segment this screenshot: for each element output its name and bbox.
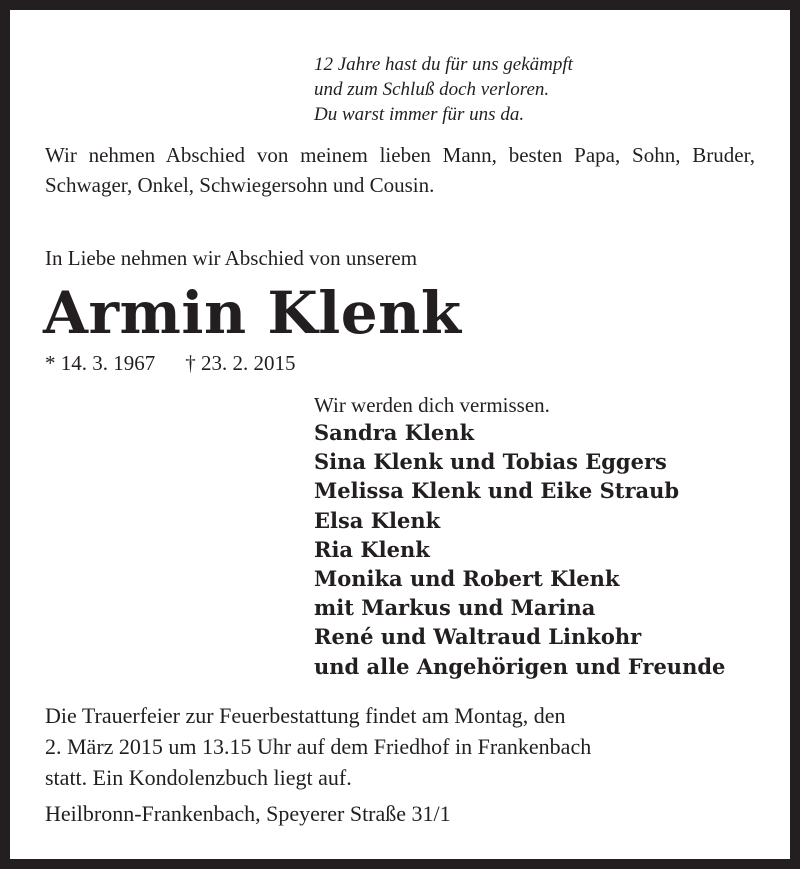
miss-line: Wir werden dich vermissen. — [314, 393, 550, 417]
intro-text: Wir nehmen Abschied von meinem lieben Mann, besten Papa, Sohn, Bruder, Schwager, Onkel, Schwiegersohn und Cousin. — [45, 143, 755, 197]
ceremony-line: 2. März 2015 um 13.15 Uhr auf dem Friedhof in Frankenbach — [45, 734, 592, 759]
deceased-name: Armin Klenk — [43, 279, 462, 347]
mourner: Elsa Klenk — [314, 507, 441, 533]
address: Heilbronn-Frankenbach, Speyerer Straße 31/1 — [45, 801, 451, 826]
mourner: René und Waltraud Linkohr — [314, 624, 642, 650]
poem — [314, 52, 573, 127]
poem-line: Du warst immer für uns da. — [314, 104, 525, 125]
life-dates — [45, 348, 296, 378]
ceremony-info — [45, 700, 591, 793]
ceremony-line: Die Trauerfeier zur Feuerbestattung findet am Montag, den — [45, 703, 566, 728]
intro-text-2: In Liebe nehmen wir Abschied von unserem — [45, 246, 418, 270]
poem-line: 12 Jahre hast du für uns gekämpft — [314, 54, 573, 75]
mourner: Sina Klenk und Tobias Eggers — [314, 449, 667, 475]
birth-date: * 14. 3. 1967 — [45, 351, 156, 375]
mourners-list — [314, 418, 725, 681]
mourner: Sandra Klenk — [314, 420, 475, 445]
mourner: Ria Klenk — [314, 536, 430, 562]
mourner: und alle Angehörigen und Freunde — [314, 653, 726, 679]
death-date: † 23. 2. 2015 — [185, 351, 296, 375]
obituary-card — [10, 10, 790, 859]
ceremony-line: statt. Ein Kondolenzbuch liegt auf. — [45, 765, 352, 790]
mourner: Melissa Klenk und Eike Straub — [314, 478, 680, 504]
mourner: Monika und Robert Klenk — [314, 565, 620, 591]
poem-line: und zum Schluß doch verloren. — [314, 79, 550, 100]
mourner: mit Markus und Marina — [314, 595, 596, 621]
